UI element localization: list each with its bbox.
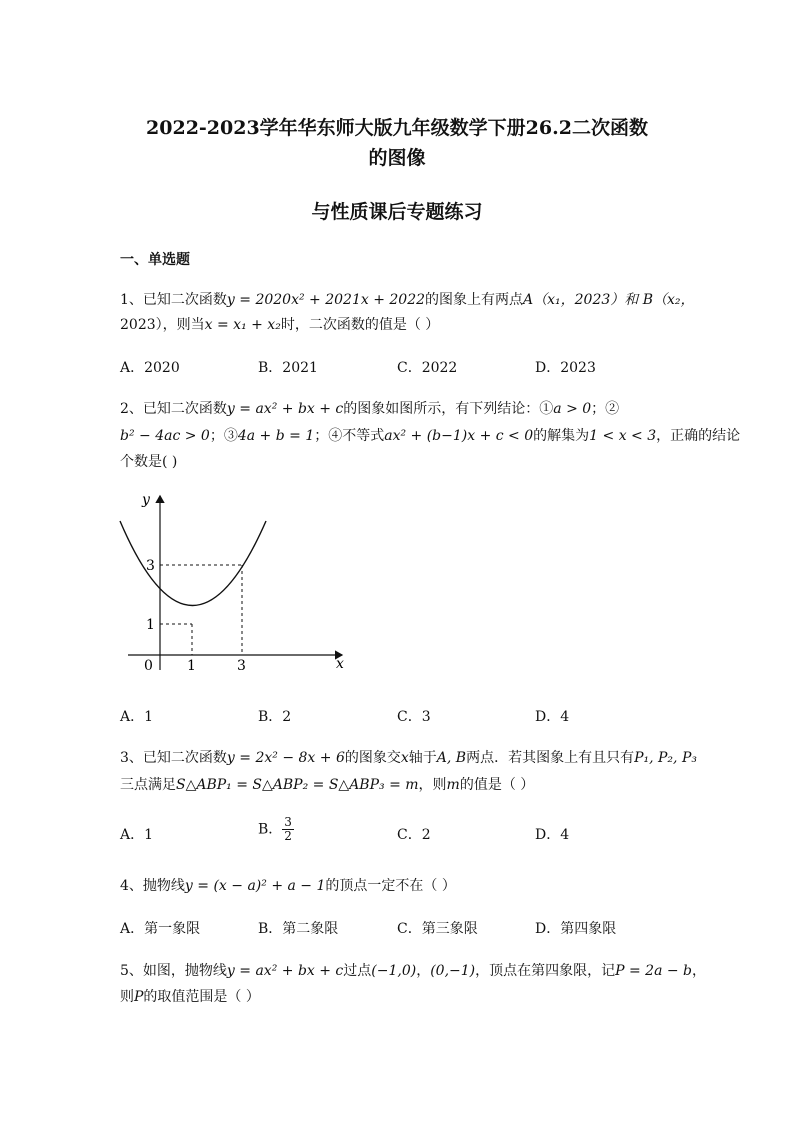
question-5-line-1	[120, 960, 706, 980]
question-3-line-1	[120, 747, 697, 767]
question-2-line-2	[120, 425, 740, 445]
q5-equation: y = ax² + bx + c	[226, 963, 344, 979]
q1-x-expression: x = x₁ + x₂	[204, 317, 281, 333]
title-line-1: 2022-2023学年华东师大版九年级数学下册26.2二次函数	[146, 117, 648, 139]
q1-points: A（x₁，2023）和 B（x₂，	[523, 292, 695, 308]
q3-math: x	[400, 750, 409, 766]
parabola-curve	[120, 521, 266, 606]
question-2-line-3: 个数是( )	[120, 454, 178, 470]
q1-text: 2023），则当	[120, 317, 205, 333]
question-2-line-1	[120, 398, 619, 418]
q4-option-d: D．第四象限	[535, 921, 617, 937]
q5-point-1: (−1,0)	[371, 963, 417, 979]
question-1-line-1	[120, 289, 695, 309]
q2-math: 4a + b = 1	[237, 428, 315, 444]
q1-option-d: D．2023	[535, 360, 596, 376]
q3-text: ，则	[418, 777, 447, 793]
q5-text: ，	[416, 963, 431, 979]
q4-option-a: A．第一象限	[120, 921, 201, 937]
x-axis-label: x	[336, 656, 344, 672]
q5-text: 过点	[343, 963, 372, 979]
q2-equation: y = ax² + bx + c	[226, 401, 344, 417]
q1-text: 的图象上有两点	[425, 292, 524, 308]
q3-text: 的值是（ ）	[459, 777, 535, 793]
q1-option-a: A．2020	[120, 360, 180, 376]
y-axis-label: y	[142, 492, 150, 508]
y-tick-1: 1	[146, 617, 155, 633]
q3-option-a: A．1	[120, 827, 154, 843]
question-4-line-1	[120, 875, 456, 895]
q1-text: 1、已知二次函数	[120, 292, 227, 308]
question-1-line-2	[120, 314, 439, 334]
question-5-line-2	[120, 986, 260, 1006]
section-heading-single-choice: 一、单选题	[120, 252, 190, 268]
q3-area-condition: S△ABP₁ = S△ABP₂ = S△ABP₃ = m	[176, 777, 419, 793]
q2-text: 2、已知二次函数	[120, 401, 227, 417]
q5-text: ，	[692, 963, 707, 979]
q5-text: ，顶点在第四象限，记	[475, 963, 616, 979]
q5-point-2: (0,−1)	[430, 963, 476, 979]
q2-text: ；③	[209, 428, 238, 444]
q2-inequality: ax² + (b−1)x + c < 0	[384, 428, 534, 444]
parabola-graph	[110, 488, 360, 678]
q2-text: ；④不等式	[314, 428, 385, 444]
x-tick-3: 3	[237, 658, 246, 674]
x-tick-1: 1	[187, 658, 196, 674]
q2-option-d: D．4	[535, 709, 570, 725]
q5-text: 5、如图，抛物线	[120, 963, 227, 979]
q4-option-c: C．第三象限	[397, 921, 478, 937]
q2-text: ，正确的结论	[656, 428, 741, 444]
question-3-line-2	[120, 774, 534, 794]
fraction-denominator: 2	[284, 829, 292, 843]
q2-text: ；②	[591, 401, 620, 417]
q2-math: 1 < x < 3	[589, 428, 657, 444]
q2-text: 的图象如图所示，有下列结论：①	[343, 401, 554, 417]
q3-text: 轴于	[408, 750, 437, 766]
q5-text: 则	[120, 989, 134, 1005]
q2-option-c: C．3	[397, 709, 431, 725]
q2-option-a: A．1	[120, 709, 154, 725]
q3-math: A, B	[436, 750, 467, 766]
q2-text: 的解集为	[533, 428, 590, 444]
q3-text: 三点满足	[120, 777, 176, 793]
q3-math: P₁, P₂, P₃	[634, 750, 697, 766]
q3-option-b	[258, 816, 294, 843]
origin-label: 0	[144, 658, 153, 674]
q2-math: a > 0	[553, 401, 592, 417]
q5-math: P	[134, 989, 144, 1005]
q1-option-b: B．2021	[258, 360, 318, 376]
q2-option-b: B．2	[258, 709, 292, 725]
q5-text: 的取值范围是（ ）	[143, 989, 260, 1005]
q3-text: 的图象交	[344, 750, 401, 766]
fraction-numerator: 3	[284, 815, 292, 829]
q4-equation: y = (x − a)² + a − 1	[184, 878, 326, 894]
q3-option-d: D．4	[535, 827, 570, 843]
q5-p-definition: P = 2a − b	[615, 963, 693, 979]
q4-option-b: B．第二象限	[258, 921, 339, 937]
q4-text: 的顶点一定不在（ ）	[325, 878, 456, 894]
q3-text: 3、已知二次函数	[120, 750, 227, 766]
q2-math: b² − 4ac > 0	[120, 428, 210, 444]
q3-option-c: C．2	[397, 827, 431, 843]
q1-equation: y = 2020x² + 2021x + 2022	[226, 292, 426, 308]
title-line-2: 的图像	[368, 147, 426, 169]
q1-text: 时，二次函数的值是（ ）	[280, 317, 440, 333]
q3-text: 两点．若其图象上有且只有	[466, 750, 635, 766]
q3-option-b-label: B．	[258, 821, 283, 838]
q3-math: m	[446, 777, 460, 793]
q3-option-b-fraction	[282, 816, 294, 843]
q1-option-c: C．2022	[397, 360, 458, 376]
q4-text: 4、抛物线	[120, 878, 185, 894]
q3-equation: y = 2x² − 8x + 6	[226, 750, 345, 766]
y-tick-3: 3	[146, 558, 155, 574]
title-line-3: 与性质课后专题练习	[311, 201, 483, 223]
